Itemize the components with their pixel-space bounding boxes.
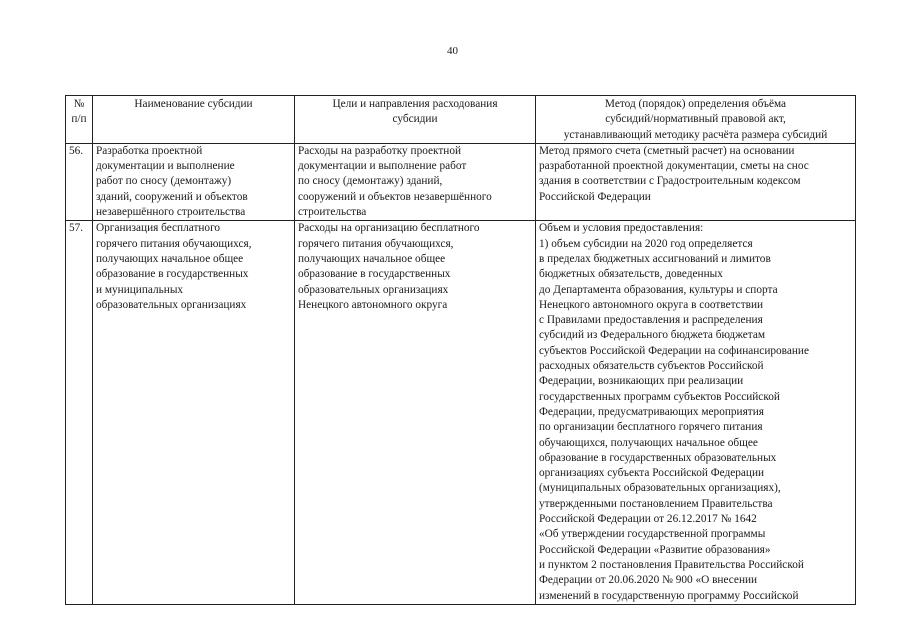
cell-line: Федерации от 20.06.2020 № 900 «О внесении <box>539 574 758 587</box>
subsidy-name-cell <box>93 221 295 604</box>
row-number: 57. <box>66 221 93 604</box>
cell-line: до Департамента образования, культуры и спорта <box>539 283 778 296</box>
table-row <box>66 221 856 604</box>
cell-line: документации и выполнение <box>96 160 235 173</box>
goals-cell <box>295 143 536 220</box>
header-line: субсидии <box>392 113 438 126</box>
cell-line: образовательных организациях <box>96 298 247 311</box>
cell-line: Метод прямого счета (сметный расчет) на основании <box>539 144 795 157</box>
cell-line: субъектов Российской Федерации на софинансирование <box>539 344 809 357</box>
cell-line: документации и выполнение работ <box>298 160 467 173</box>
header-line: Цели и направления расходования <box>332 98 498 110</box>
cell-line: сооружений и объектов незавершённого <box>298 190 492 203</box>
table-row <box>66 143 856 220</box>
cell-line: Расходы на разработку проектной <box>298 144 462 157</box>
cell-line: по сносу (демонтажу) зданий, <box>298 175 443 188</box>
subsidy-table <box>65 95 856 605</box>
cell-line: получающих начальное общее <box>298 252 446 265</box>
row-number: 56. <box>66 143 93 220</box>
cell-line: Российской Федерации от 26.12.2017 № 1642 <box>539 513 757 526</box>
header-line: субсидий/нормативный правовой акт, <box>605 113 786 126</box>
cell-line: горячего питания обучающихся, <box>96 237 252 250</box>
cell-line: незавершённого строительства <box>96 206 246 219</box>
header-subsidy-name <box>93 96 295 144</box>
cell-line: субсидий из Федерального бюджета бюджетам <box>539 329 766 342</box>
cell-line: Федерации, предусматривающих мероприятия <box>539 405 764 418</box>
cell-line: образование в государственных <box>298 268 451 281</box>
cell-line: строительства <box>298 206 367 219</box>
cell-line: Ненецкого автономного округа <box>298 298 448 311</box>
cell-line: в пределах бюджетных ассигнований и лимитов <box>539 252 771 265</box>
header-number <box>66 96 93 144</box>
cell-line: образование в государственных <box>96 268 249 281</box>
header-goals <box>295 96 536 144</box>
header-method <box>536 96 856 144</box>
header-line: № <box>73 98 85 110</box>
header-line: п/п <box>71 113 87 126</box>
cell-line: горячего питания обучающихся, <box>298 237 454 250</box>
subsidy-name-cell <box>93 143 295 220</box>
cell-line: обучающихся, получающих начальное общее <box>539 436 758 449</box>
cell-line: с Правилами предоставления и распределения <box>539 314 763 327</box>
cell-line: и пунктом 2 постановления Правительства Российской <box>539 558 804 571</box>
cell-line: организациях субъекта Российской Федерации <box>539 467 765 480</box>
page-number: 40 <box>447 45 458 57</box>
cell-line: образование в государственных образовательных <box>539 451 777 464</box>
header-line: Метод (порядок) определения объёма <box>604 98 787 110</box>
method-cell <box>536 221 856 604</box>
cell-line: Объем и условия предоставления: <box>539 222 704 235</box>
cell-line: «Об утверждении государственной программы <box>539 528 766 541</box>
cell-line: (муниципальных образовательных организациях), <box>539 482 781 495</box>
cell-line: утвержденными постановлением Правительства <box>539 497 773 510</box>
cell-line: 1) объем субсидии на 2020 год определяется <box>539 237 753 250</box>
cell-line: получающих начальное общее <box>96 252 244 265</box>
header-line: Наименование субсидии <box>134 98 253 110</box>
cell-line: по организации бесплатного горячего питания <box>539 421 763 434</box>
cell-line: и муниципальных <box>96 283 184 296</box>
cell-line: бюджетных обязательств, доведенных <box>539 268 723 281</box>
cell-line: Организация бесплатного <box>96 222 221 235</box>
table-header-row <box>66 96 856 144</box>
cell-line: работ по сносу (демонтажу) <box>96 175 232 188</box>
goals-cell <box>295 221 536 604</box>
cell-line: образовательных организациях <box>298 283 449 296</box>
cell-line: государственных программ субъектов Российской <box>539 390 780 403</box>
cell-line: Ненецкого автономного округа в соответствии <box>539 298 764 311</box>
cell-line: Расходы на организацию бесплатного <box>298 222 480 235</box>
header-line: устанавливающий методику расчёта размера субсидий <box>563 128 828 141</box>
method-cell <box>536 143 856 220</box>
cell-line: зданий, сооружений и объектов <box>96 190 248 203</box>
cell-line: Федерации, возникающих при реализации <box>539 375 744 388</box>
cell-line: расходных обязательств субъектов Российской <box>539 360 764 373</box>
cell-line: изменений в государственную программу Российской <box>539 589 799 602</box>
cell-line: Российской Федерации <box>539 190 651 203</box>
cell-line: разработанной проектной документации, сметы на снос <box>539 160 809 173</box>
cell-line: Разработка проектной <box>96 144 203 157</box>
cell-line: Российской Федерации «Развитие образования» <box>539 543 771 556</box>
cell-line: здания в соответствии с Градостроительным кодексом <box>539 175 801 188</box>
